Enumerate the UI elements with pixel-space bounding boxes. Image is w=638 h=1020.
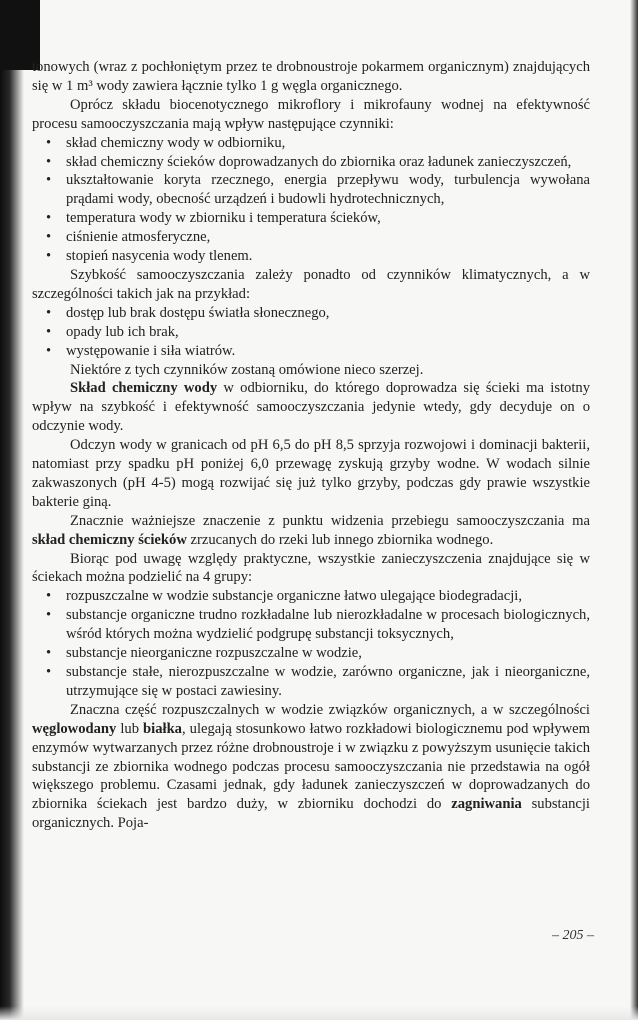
groups-list xyxy=(32,587,590,700)
list-item: • opady lub ich brak, xyxy=(32,323,590,342)
paragraph-text: lub xyxy=(116,720,144,737)
page-body xyxy=(32,58,590,833)
bold-term: białka xyxy=(143,720,182,737)
paragraph-intro: tonowych (wraz z pochłoniętym przez te drobnoustroje pokarmem organicznym) znajdujących się w 1 m³ wody zawiera łącznie tylko 1 g węgla organicznego. xyxy=(32,59,590,94)
bold-term: Skład chemiczny wody xyxy=(70,380,218,397)
page-number: – 205 – xyxy=(552,928,594,943)
paragraph-sewage xyxy=(32,512,590,550)
factors-list xyxy=(32,134,590,266)
list-item: • temperatura wody w zbiorniku i temperatura ścieków, xyxy=(32,209,590,228)
bold-term: zagniwania xyxy=(451,796,522,813)
list-item: • dostęp lub brak dostępu światła słonecznego, xyxy=(32,304,590,323)
paragraph-some-factors: Niektóre z tych czynników zostaną omówione nieco szerzej. xyxy=(70,361,424,378)
paragraph-climate: Szybkość samooczyszczania zależy ponadto od czynników klimatycznych, a w szczególności takich jak na przykład: xyxy=(32,266,590,302)
list-item: • substancje organiczne trudno rozkładalne lub nierozkładalne w procesach biologicznych, wśród których można wydzielić podgrupę substancji toksycznych, xyxy=(32,606,590,644)
paragraph-factors: Oprócz składu biocenotycznego mikroflory i mikrofauny wodnej na efektywność procesu samooczyszczania mają wpływ następujące czynniki: xyxy=(32,96,590,132)
paragraph-text: zrzucanych do rzeki lub innego zbiornika wodnego. xyxy=(186,531,494,548)
list-item: • ukształtowanie koryta rzecznego, energia przepływu wody, turbulencja wywołana prądami wody, obecność urządzeń i budowli hydrotechnicznych, xyxy=(32,171,590,209)
binding-shadow-left xyxy=(0,0,24,1020)
list-item: • rozpuszczalne w wodzie substancje organiczne łatwo ulegające biodegradacji, xyxy=(32,587,590,606)
list-item: • skład chemiczny wody w odbiorniku, xyxy=(32,134,590,153)
paragraph-text: Znacznie ważniejsze znaczenie z punktu widzenia przebiegu samooczyszczania ma xyxy=(70,512,590,529)
list-item: • stopień nasycenia wody tlenem. xyxy=(32,247,590,266)
bold-term: węglowodany xyxy=(32,720,117,737)
climate-list xyxy=(32,304,590,361)
list-item: • substancje nieorganiczne rozpuszczalne w wodzie, xyxy=(32,644,590,663)
paragraph-text: substancji organicznych. Poja- xyxy=(32,796,590,832)
paragraph-ph: Odczyn wody w granicach od pH 6,5 do pH 8,5 sprzyja rozwojowi i dominacji bakterii, natomiast przy spadku pH poniżej 6,0 przewagę zyskują grzyby wodne. W wodach silnie zakwaszonych (pH 4-5) mogą rozwijać się już tylko grzyby, podczas gdy prawie wszystkie bakterie giną. xyxy=(32,437,590,510)
list-item: • substancje stałe, nierozpuszczalne w wodzie, zarówno organiczne, jak i nieorganiczne, utrzymujące się w postaci zawiesiny. xyxy=(32,663,590,701)
list-item: • ciśnienie atmosferyczne, xyxy=(32,228,590,247)
paragraph-organic xyxy=(32,701,590,833)
list-item: • skład chemiczny ścieków doprowadzanych do zbiornika oraz ładunek zanieczyszczeń, xyxy=(32,153,590,172)
paragraph-text: w odbiorniku, do którego doprowadza się ścieki ma istotny wpływ na szybkość i efektywność samooczyszczania jedynie wtedy, gdy decyduje on o odczynie wody. xyxy=(32,380,590,435)
paragraph-text: , ulegają stosunkowo łatwo rozkładowi biologicznemu pod wpływem enzymów wytwarzanych przez różne drobnoustroje i w związku z powyższym usunięcie takich substancji ze zbiornika wodnego podczas procesu samooczyszczania nie przedstawia na ogół większego problemu. Czasami jednak, gdy ładunek zanieczyszczeń w doprowadzanych do zbiornika ściekach jest bardzo duży, w zbiorniku dochodzi do xyxy=(32,720,590,813)
edge-shadow-bottom xyxy=(0,1006,638,1020)
paragraph-text: Znaczna część rozpuszczalnych w wodzie związków organicznych, a w szczególności xyxy=(70,701,590,718)
paragraph-chemical-water xyxy=(32,379,590,436)
edge-shadow-right xyxy=(630,0,638,1020)
paragraph-groups: Biorąc pod uwagę względy praktyczne, wszystkie zanieczyszczenia znajdujące się w ściekach można podzielić na 4 grupy: xyxy=(32,550,590,586)
bold-term: skład chemiczny ścieków xyxy=(32,531,187,548)
list-item: • występowanie i siła wiatrów. xyxy=(32,342,590,361)
